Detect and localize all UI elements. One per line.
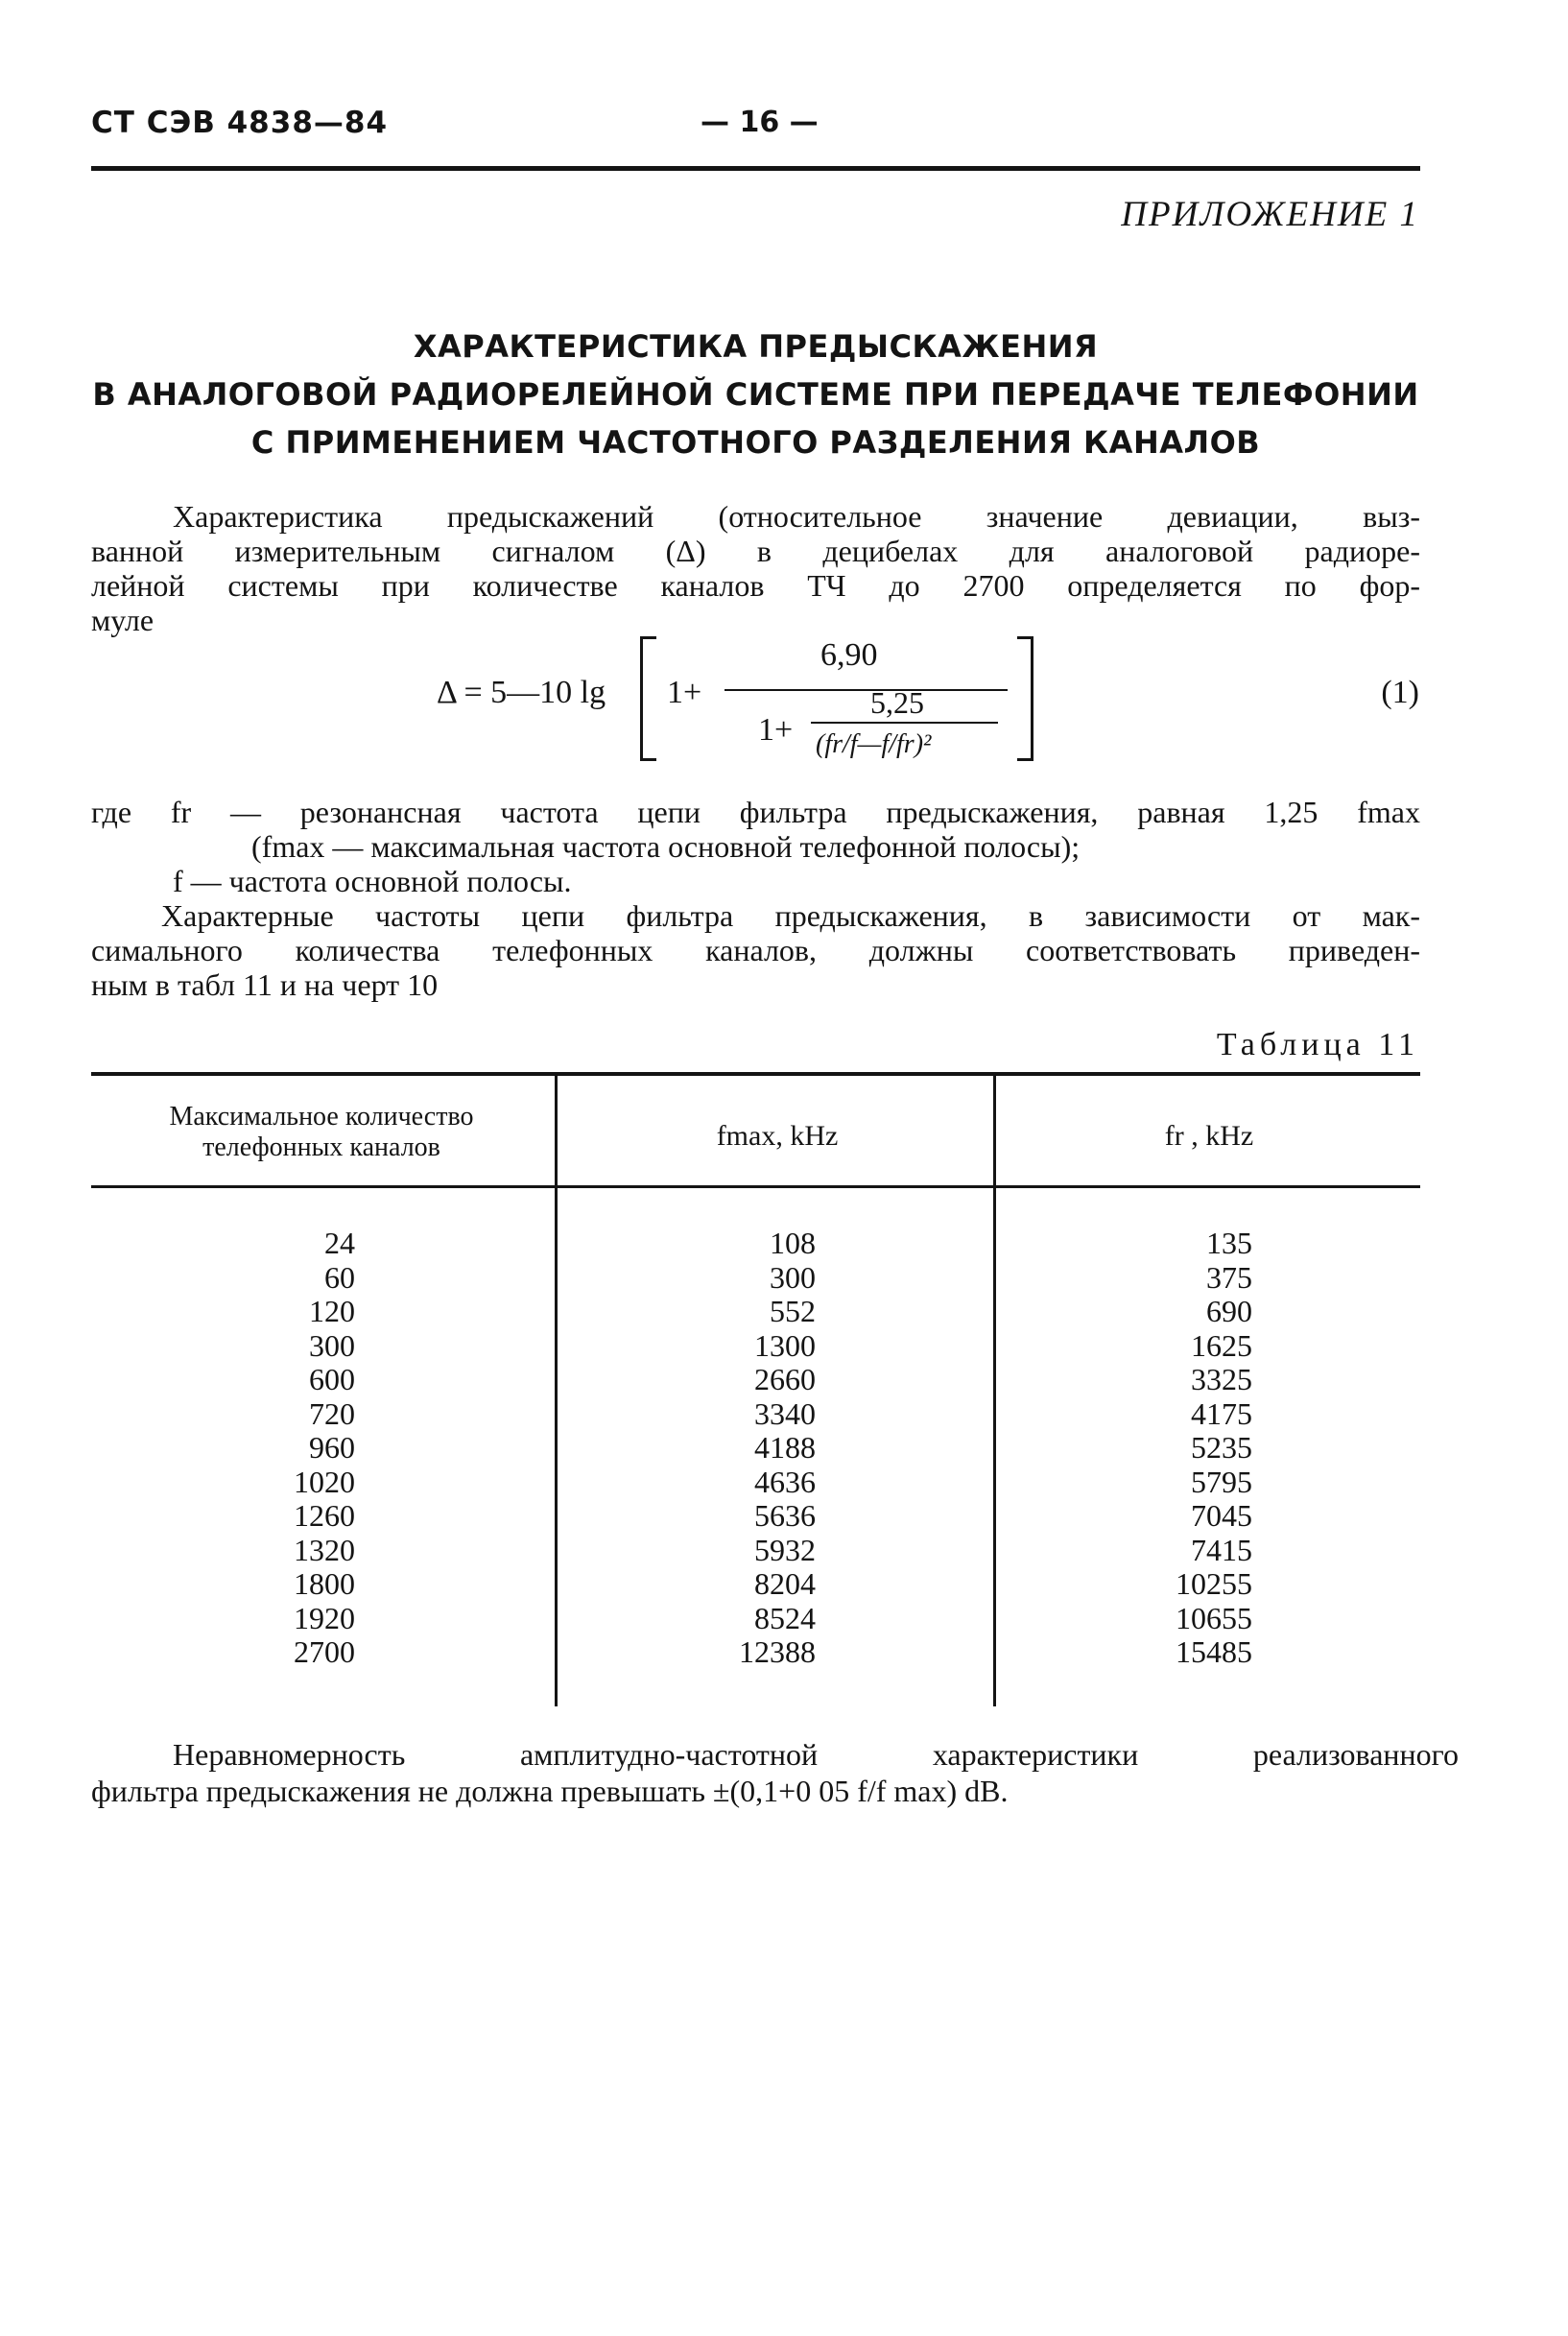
intro-line-4: муле	[91, 603, 154, 637]
table-cell: 5636	[754, 1498, 816, 1533]
table-cell: 10655	[1176, 1600, 1252, 1635]
formula-numerator-inner: 5,25	[870, 685, 924, 720]
title-line-2: В АНАЛОГОВОЙ РАДИОРЕЛЕЙНОЙ СИСТЕМЕ ПРИ ПЕРЕДАЧЕ ТЕЛЕФОНИИ	[92, 376, 1419, 413]
title-line-1: ХАРАКТЕРИСТИКА ПРЕДЫСКАЖЕНИЯ	[413, 328, 1099, 365]
table-cell: 1300	[754, 1327, 816, 1363]
where-line-3: f — частота основной полосы.	[173, 864, 572, 898]
table-cell: 8204	[754, 1566, 816, 1601]
table-cell: 108	[770, 1226, 816, 1260]
table-top-rule	[91, 1072, 1420, 1076]
table-cell: 1920	[294, 1600, 355, 1635]
standard-number: СТ СЭВ 4838—84	[91, 106, 389, 140]
right-bracket	[1017, 636, 1033, 761]
table-cell: 1260	[294, 1498, 355, 1533]
table-cell: 7045	[1191, 1498, 1252, 1533]
table-cell: 375	[1206, 1259, 1252, 1295]
formula	[437, 633, 1108, 787]
table-cell: 8524	[754, 1600, 816, 1635]
where-line-2: (fmax — максимальная частота основной телефонной полосы);	[251, 829, 1081, 864]
char-line-2: симального количества телефонных каналов, должны соответствовать приведен-	[91, 933, 1420, 967]
table-cell: 3340	[754, 1395, 816, 1431]
closing-line-2: фильтра предыскажения не должна превышать ±(0,1+0 05 f/f max) dB.	[91, 1774, 1009, 1808]
equation-number: (1)	[1381, 675, 1419, 710]
table-cell: 24	[324, 1226, 355, 1260]
intro-line-1: Характеристика предыскажений (относительное значение девиации, выз-	[173, 499, 1420, 534]
table-cell: 300	[309, 1327, 355, 1363]
appendix-label: ПРИЛОЖЕНИЕ 1	[1121, 195, 1419, 234]
table-cell: 135	[1206, 1226, 1252, 1260]
table-cell: 4188	[754, 1430, 816, 1465]
where-line-1: где fr — резонансная частота цепи фильтра предыскажения, равная 1,25 fmax	[91, 795, 1420, 829]
table-header-channels: Максимальное количество телефонных каналов	[169, 1102, 474, 1162]
formula-one-inner: 1+	[758, 712, 794, 748]
table-cell: 7415	[1191, 1532, 1252, 1567]
table-cell: 720	[309, 1395, 355, 1431]
formula-lhs: Δ = 5—10 lg	[437, 675, 606, 710]
left-bracket	[640, 636, 656, 761]
table-cell: 1020	[294, 1464, 355, 1499]
title-line-3: С ПРИМЕНЕНИЕМ ЧАСТОТНОГО РАЗДЕЛЕНИЯ КАНАЛОВ	[250, 424, 1261, 461]
page-number: — 16 —	[701, 106, 819, 139]
table-vline-1-body	[555, 1188, 558, 1706]
table-cell: 4175	[1191, 1395, 1252, 1431]
table-caption: Таблица 11	[1216, 1027, 1419, 1062]
table-cell: 960	[309, 1430, 355, 1465]
table-cell: 10255	[1176, 1566, 1252, 1601]
closing-line-1: Неравномерность амплитудно-частотной характеристики реализованного	[173, 1737, 1459, 1772]
table-cell: 12388	[739, 1634, 816, 1669]
table-cell: 120	[309, 1294, 355, 1328]
table-cell: 3325	[1191, 1362, 1252, 1396]
table-col-fmax	[691, 1227, 816, 1670]
table-col-fr	[1123, 1227, 1252, 1670]
table-cell: 1625	[1191, 1327, 1252, 1363]
char-line-3: ным в табл 11 и на черт 10	[91, 967, 439, 1002]
header-rule	[91, 166, 1420, 171]
table-header-rule	[91, 1185, 1420, 1188]
table-cell: 2700	[294, 1634, 355, 1669]
intro-line-2: ванной измерительным сигналом (Δ) в децибелах для аналоговой радиоре-	[91, 534, 1420, 568]
formula-denominator-inner: (fr/f—f/fr)²	[816, 729, 932, 759]
intro-line-3: лейной системы при количестве каналов ТЧ до 2700 определяется по фор-	[91, 568, 1420, 603]
table-vline-2-body	[993, 1188, 996, 1706]
fraction-bar-inner	[811, 722, 998, 724]
table-cell: 2660	[754, 1362, 816, 1396]
table-cell: 1320	[294, 1532, 355, 1567]
table-cell: 4636	[754, 1464, 816, 1499]
table-cell: 690	[1206, 1294, 1252, 1328]
table-cell: 1800	[294, 1566, 355, 1601]
table-cell: 60	[324, 1259, 355, 1295]
table-col-channels	[240, 1227, 355, 1670]
table-cell: 5932	[754, 1532, 816, 1567]
table-header-fr: fr , kHz	[1164, 1120, 1254, 1152]
table-cell: 15485	[1176, 1634, 1252, 1669]
fraction-bar-outer	[725, 689, 1008, 691]
table-cell: 5235	[1191, 1430, 1252, 1465]
table-cell: 300	[770, 1259, 816, 1295]
table-cell: 600	[309, 1362, 355, 1396]
formula-numerator: 6,90	[820, 637, 878, 673]
table-header-fmax: fmax, kHz	[716, 1120, 839, 1152]
formula-one: 1+	[667, 675, 702, 710]
table-cell: 552	[770, 1294, 816, 1328]
table-vline-1-header	[555, 1076, 558, 1185]
char-line-1: Характерные частоты цепи фильтра предыскажения, в зависимости от мак-	[161, 898, 1420, 933]
table-vline-2-header	[993, 1076, 996, 1185]
table-cell: 5795	[1191, 1464, 1252, 1499]
